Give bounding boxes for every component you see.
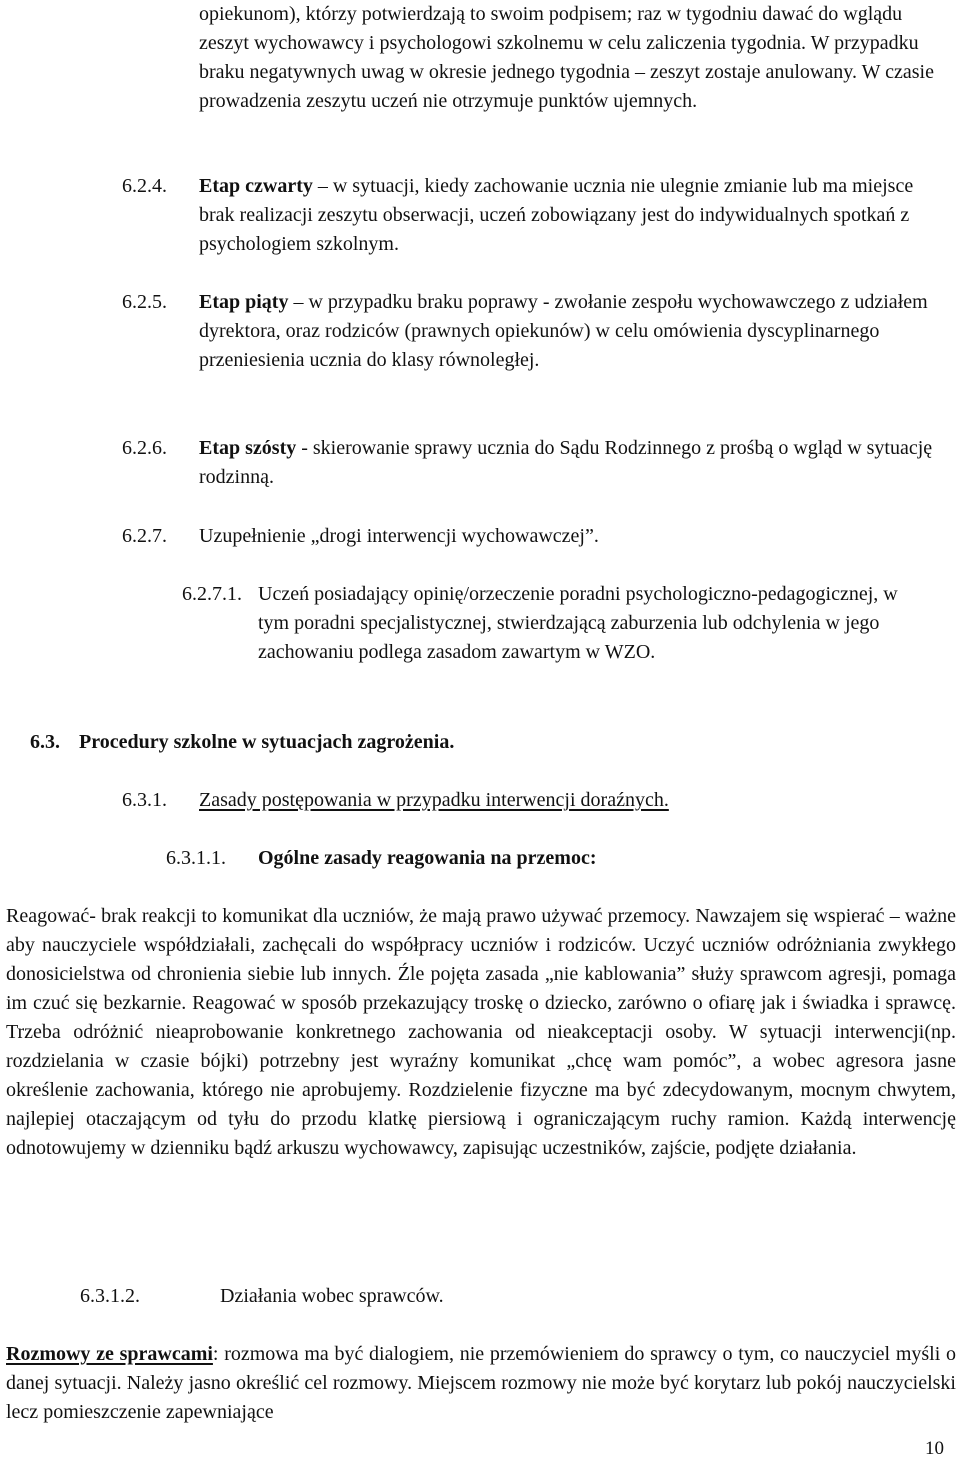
section-title: Procedury szkolne w sytuacjach zagrożenia. [79,731,455,753]
section-text: Uzupełnienie „drogi interwencji wychowawczej”. [199,525,599,547]
section-text: – w sytuacji, kiedy zachowanie ucznia nie ulegnie zmianie lub ma miejsce brak realizacji zeszytu obserwacji, uczeń zobowiązany jest do indywidualnych spotkań z psychologiem szkolnym. [199,175,914,255]
section-number: 6.2.4. [122,175,167,197]
section-number: 6.2.6. [122,437,167,459]
section-6-2-5 [122,288,940,375]
section-title: Ogólne zasady reagowania na przemoc: [258,847,597,869]
paragraph-intro: opiekunom), którzy potwierdzają to swoim podpisem; raz w tygodniu dawać do wglądu zeszyt wychowawcy i psychologowi szkolnemu w celu zaliczenia tygodnia. W przypadku braku negatywnych uwag w okresie jednego tygodnia – zeszyt zostaje anulowany. W czasie prowadzenia zeszytu uczeń nie otrzymuje punktów ujemnych. [199,3,934,112]
section-text: – w przypadku braku poprawy - zwołanie zespołu wychowawczego z udziałem dyrektora, oraz rodziców (prawnych opiekunów) w celu omówienia dyscyplinarnego przeniesienia ucznia do klasy równoległej. [199,291,928,371]
section-title: Zasady postępowania w przypadku interwencji doraźnych. [199,789,669,811]
section-number: 6.3. [30,731,60,753]
rozmowy-heading: Rozmowy ze sprawcami [6,1343,213,1365]
section-title: Etap szósty [199,437,297,459]
section-6-2-7 [122,522,940,551]
section-6-2-7-1 [182,580,922,667]
section-number: 6.3.1.2. [80,1285,140,1307]
paragraph-reagowac: Reagować- brak reakcji to komunikat dla uczniów, że mają prawo używać przemocy. Nawzajem się wspierać – ważne aby nauczyciele współdziałali, zachęcali do współpracy uczniów i rodziców. Uczyć uczniów odróżniania zwykłego donosicielstwa od chronienia siebie lub innych. Źle pojęta zasada „nie kablowania” służy sprawcom agresji, pomaga im czuć się bezkarnie. Reagować w sposób przekazujący troskę o dziecko, zarówno o ofiarę jak i świadka i sprawcę. Trzeba odróżnić nieaprobowanie konkretnego zachowania od nieakceptacji osoby. W sytuacji interwencji(np. rozdzielania w czasie bójki) potrzebny jest wyraźny komunikat „chcę wam pomóc”, a wobec agresora jasne określenie zachowania, którego nie aprobujemy. Rozdzielenie fizyczne ma być zdecydowanym, mocnym chwytem, najlepiej otaczającym od tyłu do przodu klatkę piersiową i ograniczającym ruchy ramion. Każdą interwencję odnotowujemy w dzienniku bądź arkuszu wychowawcy, zapisując uczestników, zajście, podjęte działania. [6,905,956,1159]
section-number: 6.2.5. [122,291,167,313]
section-number: 6.2.7.1. [182,583,242,605]
section-number: 6.2.7. [122,525,167,547]
section-6-3-1-2 [80,1282,898,1311]
section-text: Uczeń posiadający opinię/orzeczenie poradni psychologiczno-pedagogicznej, w tym poradni specjalistycznej, stwierdzającą zaburzenia lub odchylenia w jego zachowaniu podlega zasadom zawartym w WZO. [258,583,898,663]
section-number: 6.3.1. [122,789,167,811]
section-6-3 [30,728,930,757]
paragraph-rozmowy [6,1340,956,1427]
section-6-3-1 [122,786,940,815]
rozmowy-text: : rozmowa ma być dialogiem, nie przemówieniem do sprawcy o tym, co nauczyciel myśli o danej sytuacji. Należy jasno określić cel rozmowy. Miejscem rozmowy nie może być korytarz lub pokój nauczycielski lecz pomieszczenie zapewniające [6,1343,956,1423]
page-number: 10 [925,1438,944,1459]
section-6-2-6 [122,434,952,492]
section-text: Działania wobec sprawców. [220,1285,444,1307]
section-6-3-1-1 [166,844,946,873]
section-number: 6.3.1.1. [166,847,226,869]
section-title: Etap piąty [199,291,289,313]
section-text: - skierowanie sprawy ucznia do Sądu Rodzinnego z prośbą o wgląd w sytuację rodzinną. [199,437,933,488]
section-title: Etap czwarty [199,175,313,197]
section-6-2-4 [122,172,940,259]
